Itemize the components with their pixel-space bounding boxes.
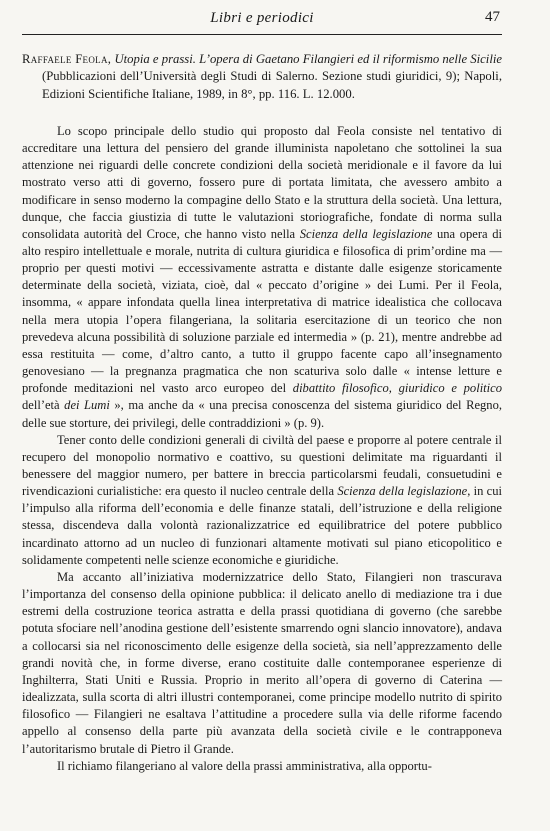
italic-run: dibattito filosofico, giuridico e politico xyxy=(292,381,502,396)
body-paragraph xyxy=(22,432,502,569)
text-run: Il richiamo filangeriano al valore della prassi amministrativa, alla opportu- xyxy=(57,758,432,773)
italic-run: Scienza della legislazione xyxy=(337,484,468,499)
citation-title: Utopia e prassi. L’opera di Gaetano Filangieri ed il riformismo nelle Sicilie xyxy=(114,52,502,66)
italic-run: Scienza della legislazione xyxy=(299,226,433,241)
book-citation xyxy=(22,51,502,103)
body-paragraph xyxy=(22,569,502,758)
citation-details: (Pubblicazioni dell’Università degli Studi di Salerno. Sezione studi giuridici, 9); Napoli, Edizioni Scientifiche Italiane, 1989, in 8°, pp. 116. L. 12.000. xyxy=(42,69,502,101)
page-number: 47 xyxy=(485,9,500,25)
text-run: una opera di alto respiro intellettuale e morale, nutrita di cultura giuridica e filosofica di prim’ordine ma — proprio per questi motivi — eccessivamente astratta e distante dalle esigenze storicamente determinate della società, viziata, cioè, dal « peccato d’origine » dei Lumi. Per il Feola, insomma, « appare infondata quella linea interpretativa di matrice idealistica che collocava nella mera utopia l’opera filangeriana, la solitaria esercitazione di un teorico che non prevedeva alcuna possibilità di soluzione parziale ed intermedia » (p. 21), mentre andrebbe ad essa restituita — come, d’altro canto, a tutto il gruppo facente capo all’insegnamento genovesiano — la pregnanza pragmatica che non scaturiva solo dalle « intense letture e profonde meditazioni nel vasto arco europeo del xyxy=(22,226,502,396)
body-paragraph xyxy=(22,123,502,432)
page xyxy=(22,8,502,775)
text-run: Lo scopo principale dello studio qui proposto dal Feola consiste nel tentativo di accreditare una lettura del pensiero del grande illuminista napoletano che sottolinei la sua attenzione nei riguardi delle concrete condizioni della società meridionale e il favore da lui mostrato verso atti di governo, fossero pure di portata limitata, che avessero ambito a modificare in senso moderno la compagine dello Stato e la struttura della società. Una lettura, dunque, che faccia giustizia di tutte le valutazioni storiografiche, fondate di norma sulla consolidata autorità del Croce, che hanno visto nella xyxy=(22,123,502,241)
text-run: Tener conto delle condizioni generali di civiltà del paese e proporre al potere centrale il recupero del monopolio normativo e coattivo, su questioni delimitate ma riguardanti il benessere del maggior numero, per battere in breccia particolarsmi feudali, consuetudini e rivendicazioni curialistiche: era questo il nucleo centrale della xyxy=(22,432,502,499)
text-run: dell’età xyxy=(22,398,65,413)
text-run: , in cui l’impulso alla riforma dell’economia e delle finanze statali, dell’istruzione e della religione stessa, discendeva dalla volontà razionalizzatrice ed equilibratrice del potere pubblico incardinato attorno ad un nucleo di funzionari altamente motivati sul piano eticopolitico e solidamente competenti nelle scienze economiche e giuridiche. xyxy=(22,484,503,567)
italic-run: dei Lumi xyxy=(64,398,110,413)
body-paragraph xyxy=(22,758,502,775)
running-title: Libri e periodici xyxy=(210,10,314,26)
citation-author: Raffaele Feola, xyxy=(22,52,112,66)
review-body xyxy=(22,123,502,775)
text-run: », ma anche da « una precisa conoscenza del sistema giuridico del Regno, delle sue storture, dei privilegi, delle contraddizioni » (p. 9). xyxy=(22,398,502,430)
text-run: Ma accanto all’iniziativa modernizzatrice dello Stato, Filangieri non trascurava l’importanza del consenso della opinione pubblica: il delicato anello di mediazione tra i due estremi della costruzione teorica astratta e della prassi quotidiana di governo (che sarebbe potuta sfociare nell’anodina gestione dell’esistente smarrendo ogni slancio innovatore), andava a collocarsi sia nel riconoscimento delle esigenze della società, sia nell’apprezzamento delle grandi novità che, in forme diverse, erano costituite dalle contemporanee esperienze di Inghilterra, Stati Uniti e Russia. Proprio in merito all’opera di governo di Caterina — idealizzata, sulla scorta di altri illustri contemporanei, come principe modello nutrito di spirito filosofico — Filangieri ne esaltava l’attitudine a procedere sulla via delle riforme facendo appello al consenso della parte più avanzata della società civile e le contrapponeva l’autoritarismo brutale di Pietro il Grande. xyxy=(22,569,502,756)
running-header xyxy=(22,8,502,35)
